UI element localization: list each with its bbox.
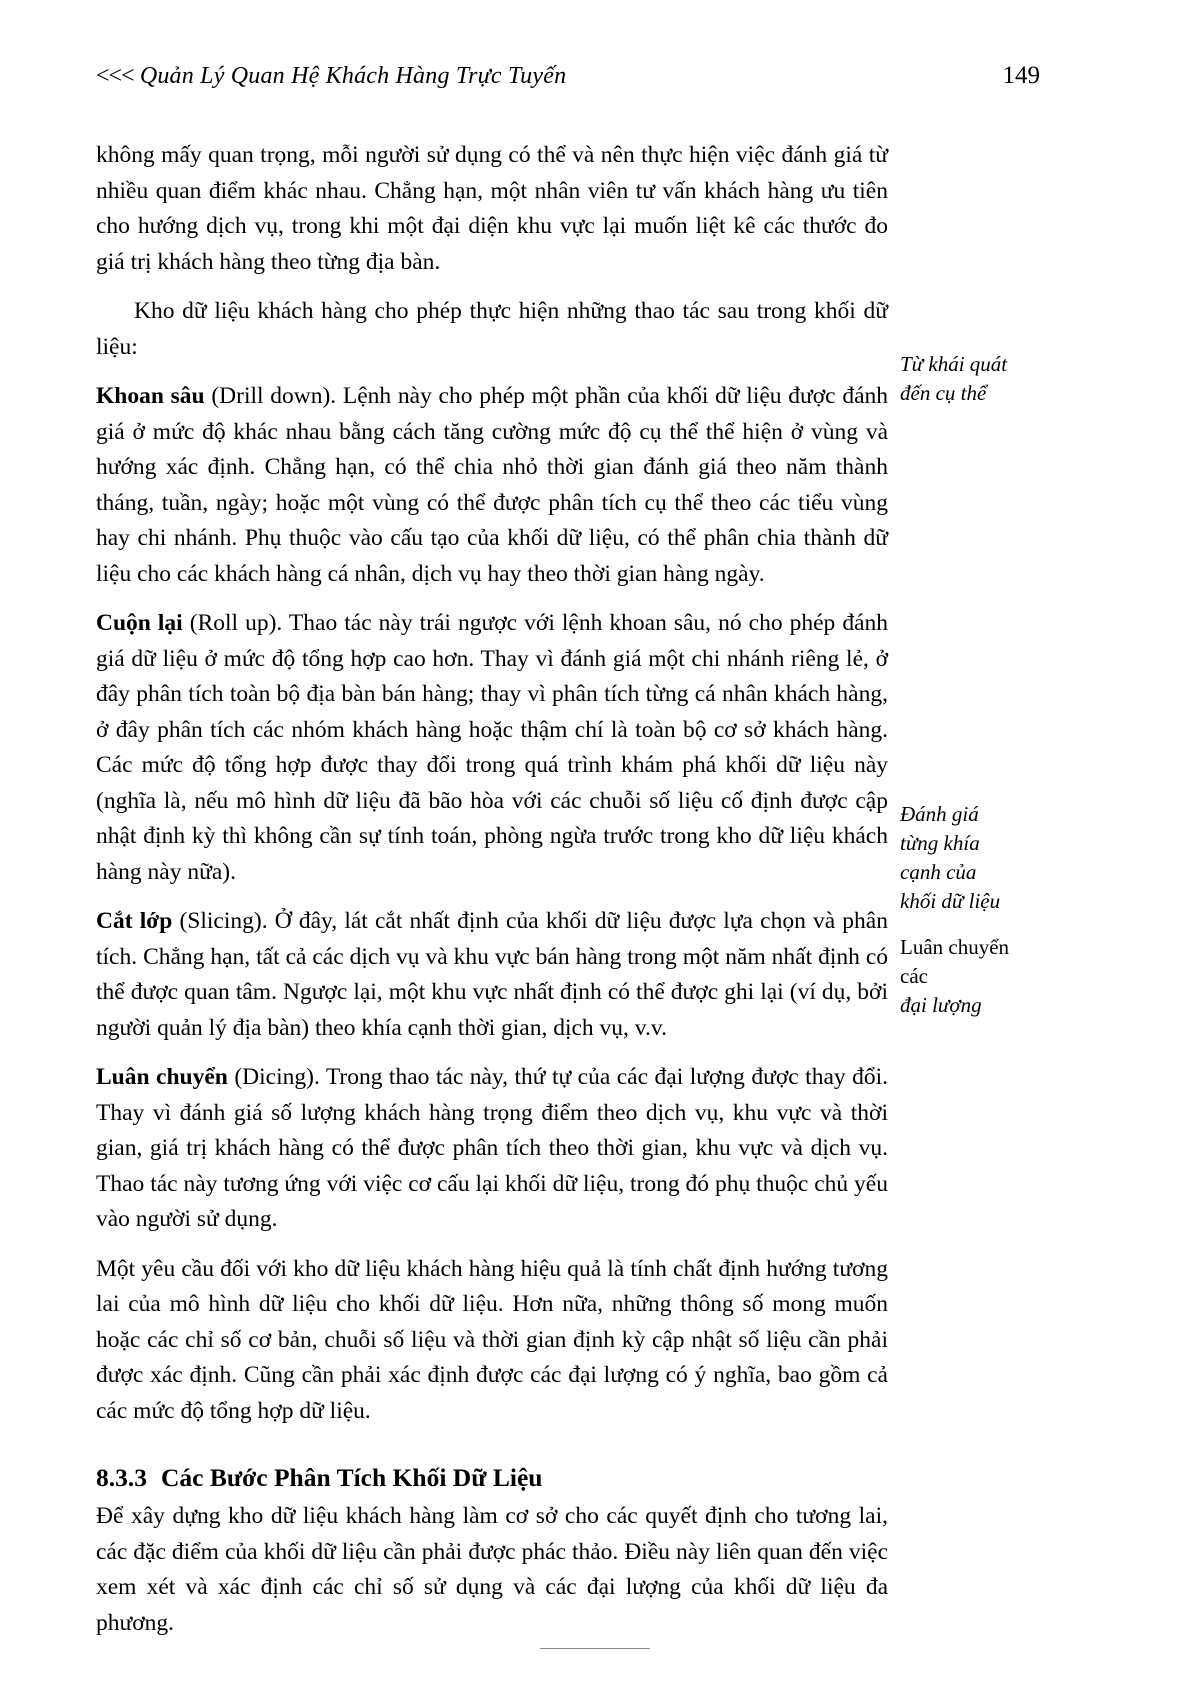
paragraph-section-intro: Để xây dựng kho dữ liệu khách hàng làm cơ sở cho các quyết định cho tương lai, các đặc điểm của khối dữ liệu cần phải được phác thảo. Điều này liên quan đến việc xem xét và xác định các chỉ số sử dụng và các đại lượng của khối dữ liệu đa phương. <box>96 1503 888 1636</box>
term-drill-down: Khoan sâu <box>96 383 205 409</box>
term-roll-up-text: (Roll up). Thao tác này trái ngược với lệnh khoan sâu, nó cho phép đánh giá dữ liệu ở mức độ tổng hợp cao hơn. Thay vì đánh giá một chi nhánh riêng lẻ, ở đây phân tích toàn bộ địa bàn bán hàng; thay vì phân tích từng cá nhân khách hàng, ở đây phân tích các nhóm khách hàng hoặc thậm chí là toàn bộ cơ sở khách hàng. Các mức độ tổng hợp được thay đổi trong quá trình khám phá khối dữ liệu này (nghĩa là, nếu mô hình dữ liệu đã bão hòa với các chuỗi số liệu cố định được cập nhật định kỳ thì không cần sự tính toán, phòng ngừa trước trong kho dữ liệu khách hàng này nữa). <box>96 610 889 885</box>
paragraph-continuation: không mấy quan trọng, mỗi người sử dụng có thể và nên thực hiện việc đánh giá từ nhiều quan điểm khác nhau. Chẳng hạn, một nhân viên tư vấn khách hàng ưu tiên cho hướng dịch vụ, trong khi một đại diện khu vực lại muốn liệt kê các thước đo giá trị khách hàng theo từng địa bàn. <box>96 142 888 275</box>
footer-divider <box>540 1648 650 1649</box>
term-dicing: Luân chuyển <box>96 1064 228 1090</box>
running-title: Quản Lý Quan Hệ Khách Hàng Trực Tuyến <box>139 63 567 89</box>
running-header <box>96 63 566 90</box>
term-dicing-text: (Dicing). Trong thao tác này, thứ tự của các đại lượng được thay đổi. Thay vì đánh giá số lượng khách hàng trọng điểm theo dịch vụ, khu vực và thời gian, giá trị khách hàng có thể được phân tích theo thời gian, khu vực và dịch vụ. Thao tác này tương ứng với việc cơ cấu lại khối dữ liệu, trong đó phụ thuộc chủ yếu vào người sử dụng. <box>96 1064 888 1232</box>
paragraph-intro-operations: Kho dữ liệu khách hàng cho phép thực hiện những thao tác sau trong khối dữ liệu: <box>96 298 888 360</box>
header-arrows: <<< <box>96 63 134 89</box>
page-number: 149 <box>1002 62 1040 89</box>
term-slicing-text: (Slicing). Ở đây, lát cắt nhất định của khối dữ liệu được lựa chọn và phân tích. Chẳng hạn, tất cả các dịch vụ và khu vực bán hàng trong một năm nhất định có thể được quan tâm. Ngược lại, một khu vực nhất định có thể được ghi lại (ví dụ, bởi người quản lý địa bàn) theo khía cạnh thời gian, dịch vụ, v.v. <box>96 908 888 1041</box>
margin-note-line: Từ khái quát <box>900 352 1008 376</box>
section-heading <box>96 1463 888 1493</box>
margin-note-line: các <box>900 964 928 988</box>
section-number: 8.3.3 <box>96 1463 147 1492</box>
paragraph-roll-up <box>96 606 888 890</box>
term-drill-down-text: (Drill down). Lệnh này cho phép một phần của khối dữ liệu được đánh giá ở mức độ khác nhau bằng cách tăng cường mức độ cụ thể thể hiện ở vùng và hướng xác định. Chẳng hạn, có thể chia nhỏ thời gian đánh giá theo năm thành tháng, tuần, ngày; hoặc một vùng có thể được phân tích cụ thể theo các tiểu vùng hay chi nhánh. Phụ thuộc vào cấu tạo của khối dữ liệu, có thể phân chia thành dữ liệu cho các khách hàng cá nhân, dịch vụ hay theo thời gian hàng ngày. <box>96 383 888 587</box>
margin-note-line: Đánh giá <box>900 802 979 826</box>
term-slicing: Cắt lớp <box>96 908 173 934</box>
margin-note-line: đại lượng <box>900 993 982 1017</box>
page-body <box>96 138 888 1655</box>
page-header <box>96 62 1096 90</box>
term-roll-up: Cuộn lại <box>96 610 183 636</box>
margin-note-line: đến cụ thể <box>900 381 987 405</box>
margin-note-line: cạnh của <box>900 860 977 884</box>
margin-note-line: khối dữ liệu <box>900 889 1001 913</box>
margin-note-general-to-specific <box>900 350 1090 408</box>
margin-note-evaluate-aspects <box>900 800 1090 916</box>
paragraph-requirements: Một yêu cầu đối với kho dữ liệu khách hàng hiệu quả là tính chất định hướng tương lai của mô hình dữ liệu cho khối dữ liệu. Hơn nữa, những thông số mong muốn hoặc các chỉ số cơ bản, chuỗi số liệu và thời gian định kỳ cập nhật số liệu cần phải được xác định. Cũng cần phải xác định được các đại lượng có ý nghĩa, bao gồm cả các mức độ tổng hợp dữ liệu. <box>96 1255 888 1424</box>
paragraph-slicing <box>96 904 888 1046</box>
margin-note-dicing-quantities <box>900 933 1090 1020</box>
paragraph-drill-down <box>96 379 888 592</box>
paragraph-dicing <box>96 1060 888 1238</box>
section-title: Các Bước Phân Tích Khối Dữ Liệu <box>161 1463 543 1492</box>
margin-note-line: Luân chuyển <box>900 935 1010 959</box>
margin-note-line: từng khía <box>900 831 980 855</box>
